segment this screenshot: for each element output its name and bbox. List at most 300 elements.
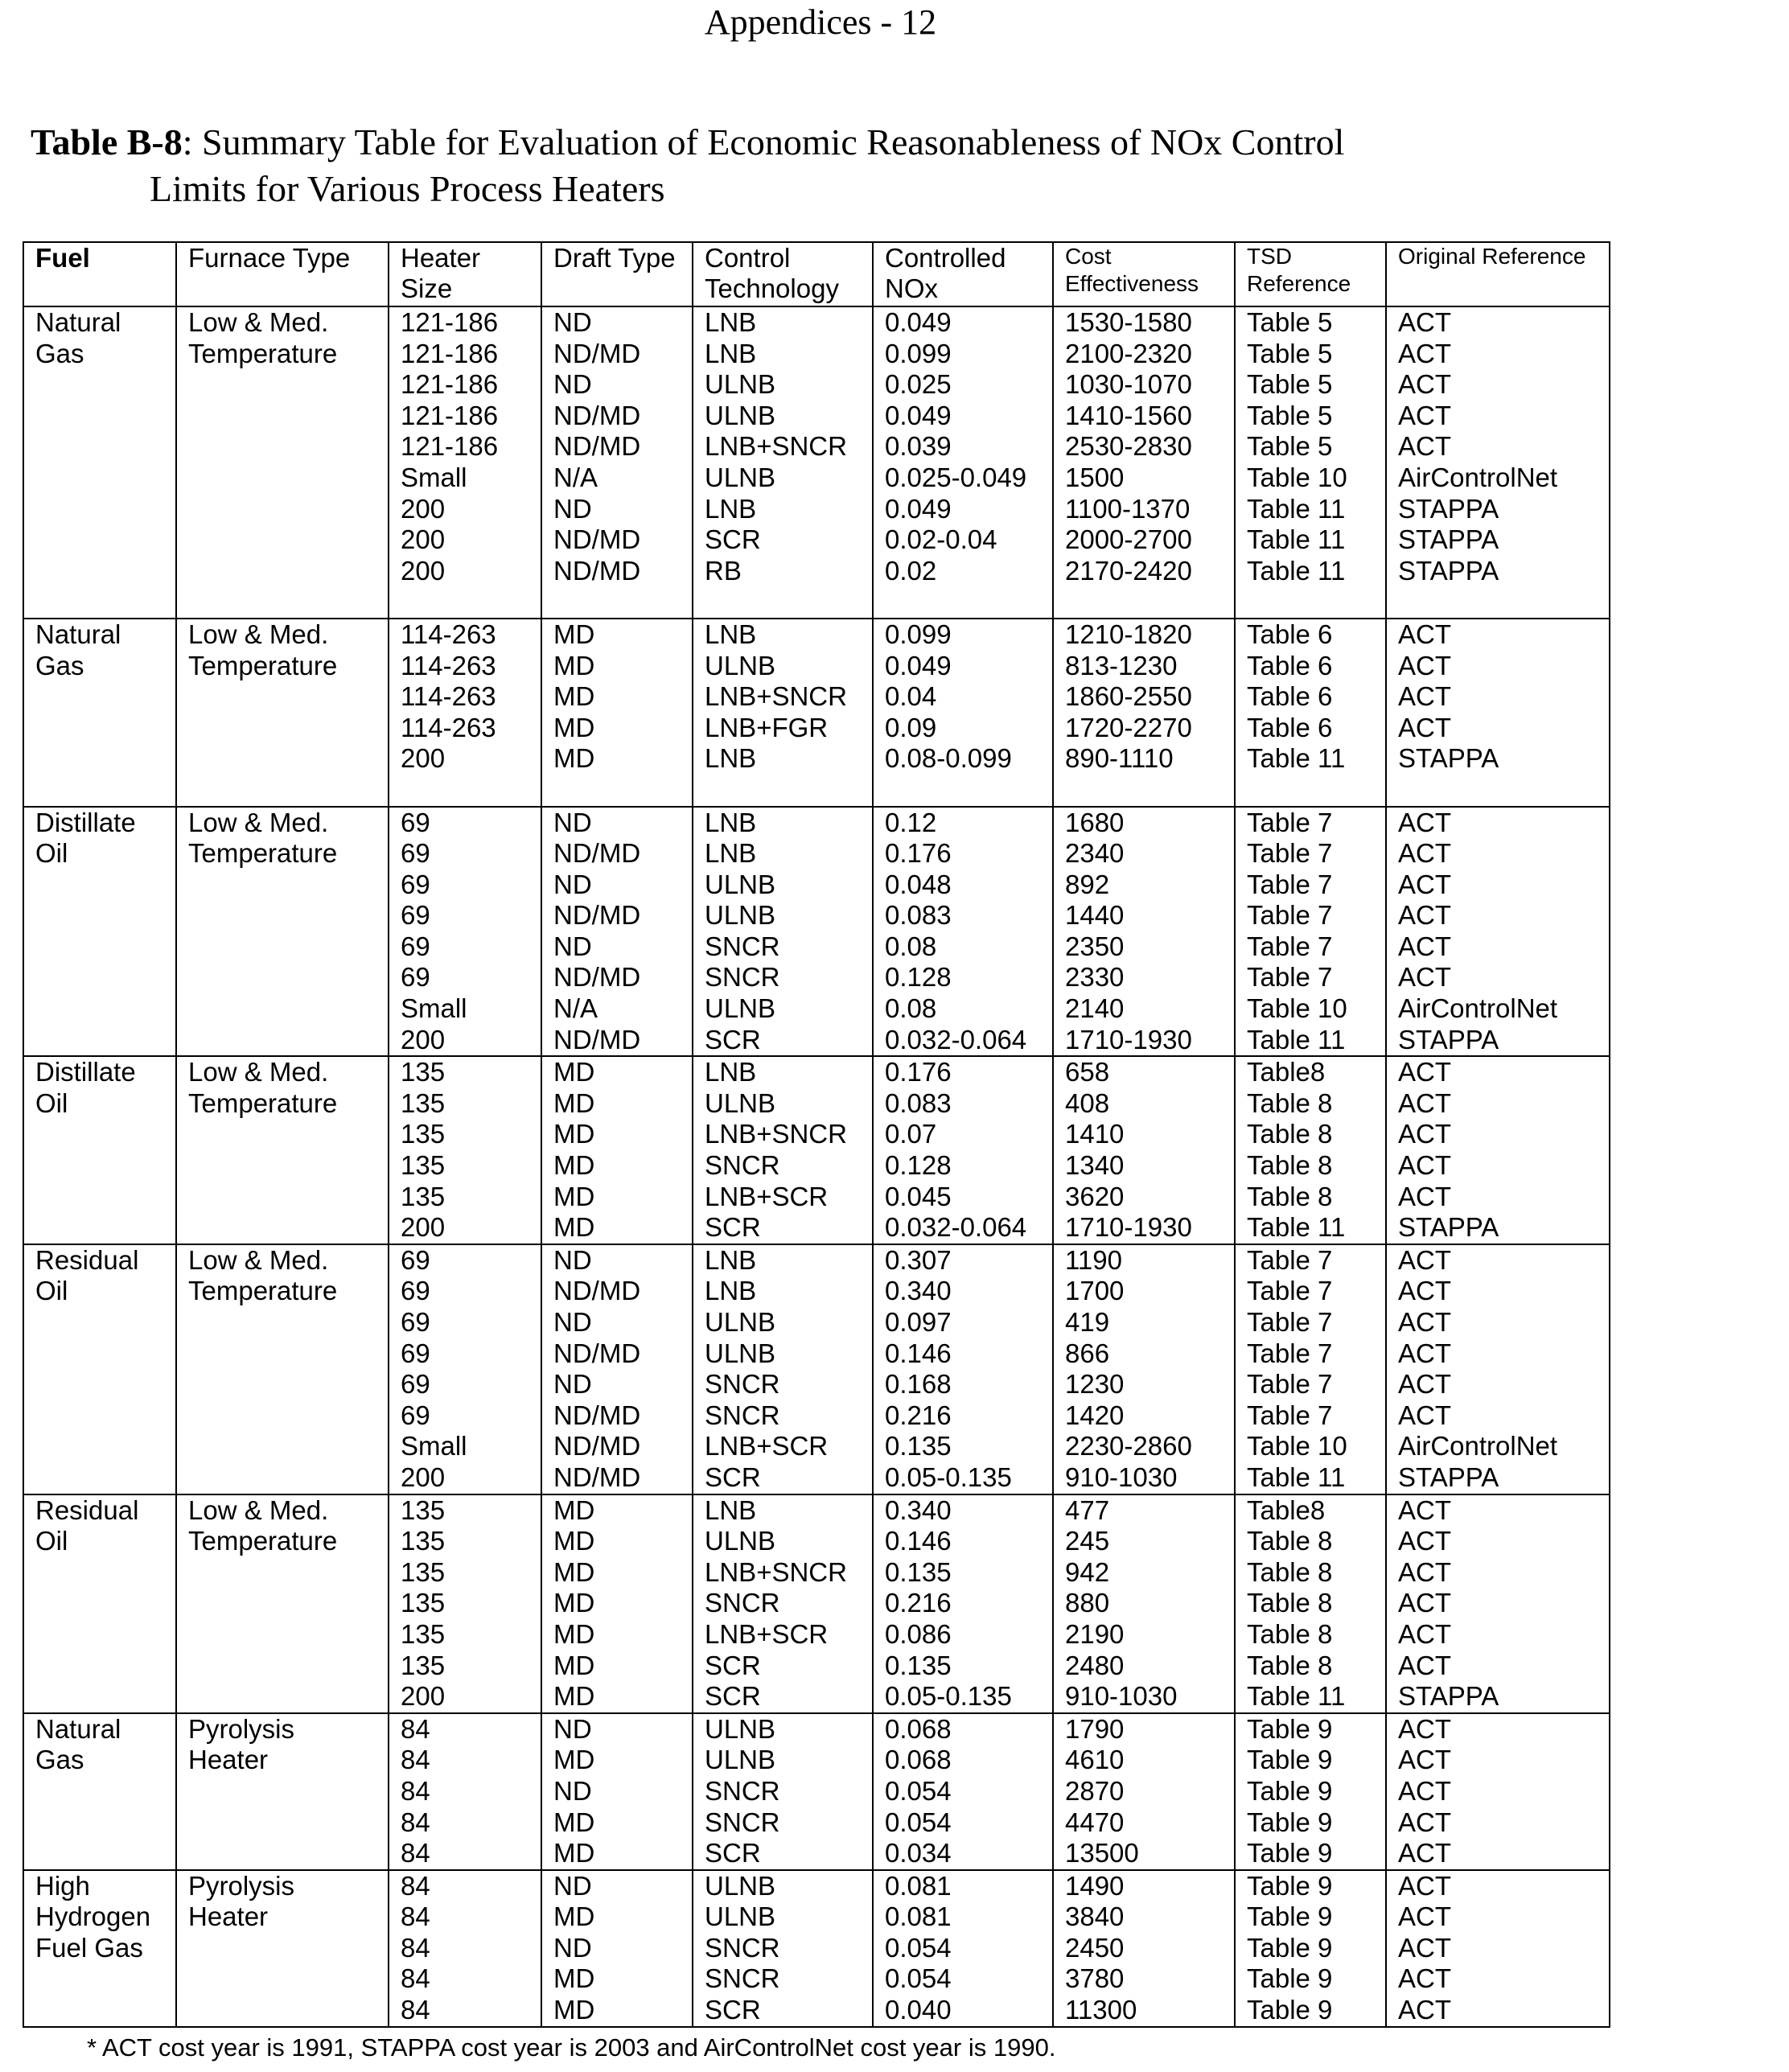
cell-original-reference: ACT bbox=[1386, 369, 1610, 401]
cell-tsd-reference: Table 9 bbox=[1235, 1745, 1386, 1776]
cell-control-technology: ULNB bbox=[693, 1307, 873, 1338]
cell-cost-effectiveness: 408 bbox=[1053, 1088, 1235, 1120]
cell-original-reference: ACT bbox=[1386, 1651, 1610, 1682]
cell-controlled-nox: 0.083 bbox=[873, 900, 1053, 931]
cell-control-technology: ULNB bbox=[693, 462, 873, 494]
cell-control-technology: SCR bbox=[693, 1995, 873, 2027]
cell-draft-type: ND bbox=[541, 1776, 693, 1807]
table-group bbox=[23, 1244, 1610, 1494]
cell-draft-type: MD bbox=[541, 1963, 693, 1995]
cell-draft-type: ND/MD bbox=[541, 431, 693, 462]
cell-heater-size: 84 bbox=[389, 1933, 541, 1964]
cell-controlled-nox: 0.12 bbox=[873, 807, 1053, 839]
cell-control-technology: LNB bbox=[693, 807, 873, 839]
table-label: Table B-8 bbox=[31, 121, 183, 162]
cell-control-technology: SNCR bbox=[693, 1776, 873, 1807]
cell-fuel: Distillate Oil bbox=[23, 1056, 176, 1244]
cell-cost-effectiveness: 1420 bbox=[1053, 1400, 1235, 1432]
cell-controlled-nox: 0.081 bbox=[873, 1870, 1053, 1902]
cell-draft-type: MD bbox=[541, 1681, 693, 1713]
col-header-heater-size: Heater Size bbox=[389, 242, 541, 306]
cell-draft-type: MD bbox=[541, 1745, 693, 1776]
cell-draft-type: ND bbox=[541, 1244, 693, 1276]
cell-cost-effectiveness: 2190 bbox=[1053, 1619, 1235, 1651]
cell-original-reference: STAPPA bbox=[1386, 524, 1610, 556]
cell-original-reference: ACT bbox=[1386, 1369, 1610, 1400]
cell-tsd-reference: Table 7 bbox=[1235, 807, 1386, 839]
cell-original-reference: ACT bbox=[1386, 681, 1610, 713]
cell-controlled-nox: 0.02 bbox=[873, 556, 1053, 587]
cell-controlled-nox: 0.02-0.04 bbox=[873, 524, 1053, 556]
cell-tsd-reference: Table 7 bbox=[1235, 1244, 1386, 1276]
cell-cost-effectiveness: 1790 bbox=[1053, 1713, 1235, 1745]
cell-heater-size: 84 bbox=[389, 1870, 541, 1902]
cell-heater-size: 114-263 bbox=[389, 619, 541, 651]
cell-control-technology: SCR bbox=[693, 1462, 873, 1494]
cell-control-technology: SNCR bbox=[693, 1588, 873, 1619]
cell-draft-type bbox=[541, 586, 693, 619]
cell-original-reference: ACT bbox=[1386, 651, 1610, 682]
cell-controlled-nox: 0.068 bbox=[873, 1713, 1053, 1745]
cell-fuel: Natural Gas bbox=[23, 306, 176, 619]
cell-original-reference: ACT bbox=[1386, 1119, 1610, 1150]
cell-original-reference: ACT bbox=[1386, 807, 1610, 839]
cell-draft-type: ND/MD bbox=[541, 1276, 693, 1307]
cell-furnace-type: Pyrolysis Heater bbox=[176, 1870, 389, 2027]
cell-control-technology: LNB bbox=[693, 306, 873, 339]
cell-controlled-nox: 0.146 bbox=[873, 1526, 1053, 1557]
cell-draft-type: MD bbox=[541, 1838, 693, 1870]
cell-original-reference: ACT bbox=[1386, 1244, 1610, 1276]
cell-tsd-reference: Table 8 bbox=[1235, 1150, 1386, 1182]
cell-controlled-nox: 0.068 bbox=[873, 1745, 1053, 1776]
cell-heater-size: 84 bbox=[389, 1745, 541, 1776]
cell-tsd-reference: Table8 bbox=[1235, 1056, 1386, 1088]
col-header-tsd-reference: TSD Reference bbox=[1235, 242, 1386, 306]
cell-control-technology: LNB+SNCR bbox=[693, 431, 873, 462]
cell-tsd-reference: Table 8 bbox=[1235, 1619, 1386, 1651]
cell-cost-effectiveness: 11300 bbox=[1053, 1995, 1235, 2027]
cell-original-reference: ACT bbox=[1386, 1776, 1610, 1807]
cell-heater-size: 84 bbox=[389, 1713, 541, 1745]
cell-cost-effectiveness: 245 bbox=[1053, 1526, 1235, 1557]
cell-controlled-nox: 0.054 bbox=[873, 1933, 1053, 1964]
cell-control-technology: ULNB bbox=[693, 1870, 873, 1902]
cell-control-technology bbox=[693, 775, 873, 807]
cell-controlled-nox: 0.032-0.064 bbox=[873, 1212, 1053, 1244]
cell-cost-effectiveness: 1500 bbox=[1053, 462, 1235, 494]
cell-furnace-type: Low & Med. Temperature bbox=[176, 1244, 389, 1494]
cell-tsd-reference: Table 8 bbox=[1235, 1588, 1386, 1619]
cell-draft-type: ND/MD bbox=[541, 401, 693, 432]
cell-tsd-reference: Table 11 bbox=[1235, 743, 1386, 775]
cell-controlled-nox: 0.054 bbox=[873, 1776, 1053, 1807]
cell-draft-type: MD bbox=[541, 1494, 693, 1527]
cell-tsd-reference bbox=[1235, 586, 1386, 619]
cell-cost-effectiveness: 1490 bbox=[1053, 1870, 1235, 1902]
table-group bbox=[23, 1056, 1610, 1244]
cell-control-technology: LNB bbox=[693, 1056, 873, 1088]
cell-control-technology: LNB+SCR bbox=[693, 1431, 873, 1462]
cell-furnace-type: Pyrolysis Heater bbox=[176, 1713, 389, 1870]
table-row bbox=[23, 619, 1610, 651]
cell-original-reference: ACT bbox=[1386, 900, 1610, 931]
cell-controlled-nox: 0.049 bbox=[873, 306, 1053, 339]
cell-original-reference: ACT bbox=[1386, 1088, 1610, 1120]
cell-control-technology: SCR bbox=[693, 1681, 873, 1713]
cell-control-technology: ULNB bbox=[693, 651, 873, 682]
table-row bbox=[23, 1870, 1610, 1902]
cell-controlled-nox: 0.049 bbox=[873, 651, 1053, 682]
cell-draft-type: MD bbox=[541, 1588, 693, 1619]
cell-cost-effectiveness: 13500 bbox=[1053, 1838, 1235, 1870]
cell-cost-effectiveness: 1190 bbox=[1053, 1244, 1235, 1276]
cell-heater-size: 84 bbox=[389, 1901, 541, 1933]
cell-controlled-nox: 0.039 bbox=[873, 431, 1053, 462]
cell-control-technology: LNB bbox=[693, 1494, 873, 1527]
cell-original-reference: ACT bbox=[1386, 431, 1610, 462]
cell-control-technology: LNB bbox=[693, 494, 873, 525]
cell-furnace-type: Low & Med. Temperature bbox=[176, 1494, 389, 1713]
cell-draft-type: MD bbox=[541, 1119, 693, 1150]
cell-original-reference: AirControlNet bbox=[1386, 993, 1610, 1025]
cell-cost-effectiveness: 1710-1930 bbox=[1053, 1025, 1235, 1057]
cell-controlled-nox: 0.05-0.135 bbox=[873, 1681, 1053, 1713]
cell-control-technology: LNB+SCR bbox=[693, 1619, 873, 1651]
cell-cost-effectiveness: 1530-1580 bbox=[1053, 306, 1235, 339]
cell-original-reference: ACT bbox=[1386, 870, 1610, 901]
cell-cost-effectiveness bbox=[1053, 586, 1235, 619]
cell-control-technology: SNCR bbox=[693, 931, 873, 963]
cell-original-reference: STAPPA bbox=[1386, 1681, 1610, 1713]
cell-cost-effectiveness: 2000-2700 bbox=[1053, 524, 1235, 556]
page-header: Appendices - 12 bbox=[704, 2, 937, 42]
cell-controlled-nox: 0.054 bbox=[873, 1963, 1053, 1995]
cell-original-reference: STAPPA bbox=[1386, 494, 1610, 525]
cell-cost-effectiveness: 1720-2270 bbox=[1053, 713, 1235, 744]
cell-controlled-nox: 0.135 bbox=[873, 1557, 1053, 1589]
cell-heater-size: 121-186 bbox=[389, 306, 541, 339]
cell-heater-size: 69 bbox=[389, 1276, 541, 1307]
cell-heater-size: 121-186 bbox=[389, 369, 541, 401]
cell-original-reference: ACT bbox=[1386, 306, 1610, 339]
cell-original-reference: ACT bbox=[1386, 1276, 1610, 1307]
cell-controlled-nox: 0.135 bbox=[873, 1431, 1053, 1462]
cell-cost-effectiveness: 1440 bbox=[1053, 900, 1235, 931]
cell-draft-type: ND/MD bbox=[541, 1025, 693, 1057]
cell-draft-type: ND bbox=[541, 870, 693, 901]
cell-original-reference: ACT bbox=[1386, 1182, 1610, 1213]
cell-control-technology: LNB+FGR bbox=[693, 713, 873, 744]
cell-control-technology: ULNB bbox=[693, 1713, 873, 1745]
cell-control-technology: SCR bbox=[693, 524, 873, 556]
cell-draft-type: ND bbox=[541, 1713, 693, 1745]
cell-tsd-reference: Table 8 bbox=[1235, 1182, 1386, 1213]
cell-control-technology: SNCR bbox=[693, 1400, 873, 1432]
cell-control-technology: SNCR bbox=[693, 1933, 873, 1964]
cell-controlled-nox: 0.168 bbox=[873, 1369, 1053, 1400]
cell-tsd-reference: Table 11 bbox=[1235, 524, 1386, 556]
cell-controlled-nox: 0.307 bbox=[873, 1244, 1053, 1276]
table-title-line1: : Summary Table for Evaluation of Economic Reasonableness of NOx Control bbox=[182, 121, 1345, 162]
cell-heater-size: 69 bbox=[389, 1307, 541, 1338]
cell-controlled-nox: 0.135 bbox=[873, 1651, 1053, 1682]
cell-heater-size: 69 bbox=[389, 900, 541, 931]
cell-heater-size: 200 bbox=[389, 1462, 541, 1494]
cell-tsd-reference: Table8 bbox=[1235, 1494, 1386, 1527]
cell-original-reference: ACT bbox=[1386, 1526, 1610, 1557]
cell-draft-type: ND bbox=[541, 1369, 693, 1400]
cell-heater-size: 200 bbox=[389, 556, 541, 587]
cell-cost-effectiveness: 1210-1820 bbox=[1053, 619, 1235, 651]
cell-heater-size: 135 bbox=[389, 1056, 541, 1088]
cell-controlled-nox: 0.216 bbox=[873, 1588, 1053, 1619]
cell-controlled-nox: 0.099 bbox=[873, 619, 1053, 651]
col-header-fuel: Fuel bbox=[23, 242, 176, 306]
cell-control-technology: LNB+SNCR bbox=[693, 681, 873, 713]
cell-controlled-nox: 0.025 bbox=[873, 369, 1053, 401]
cell-draft-type: MD bbox=[541, 1807, 693, 1839]
cell-control-technology: SNCR bbox=[693, 1150, 873, 1182]
cell-heater-size bbox=[389, 586, 541, 619]
cell-controlled-nox: 0.034 bbox=[873, 1838, 1053, 1870]
cell-heater-size: 135 bbox=[389, 1651, 541, 1682]
cell-cost-effectiveness: 910-1030 bbox=[1053, 1462, 1235, 1494]
cell-fuel: Residual Oil bbox=[23, 1244, 176, 1494]
cell-tsd-reference: Table 7 bbox=[1235, 838, 1386, 870]
cell-tsd-reference: Table 8 bbox=[1235, 1088, 1386, 1120]
cell-draft-type: ND/MD bbox=[541, 339, 693, 370]
cell-draft-type: MD bbox=[541, 651, 693, 682]
cell-controlled-nox: 0.176 bbox=[873, 838, 1053, 870]
cell-draft-type: ND/MD bbox=[541, 556, 693, 587]
cell-control-technology: SNCR bbox=[693, 962, 873, 993]
cell-cost-effectiveness: 880 bbox=[1053, 1588, 1235, 1619]
cell-cost-effectiveness: 2330 bbox=[1053, 962, 1235, 993]
cell-draft-type: MD bbox=[541, 1150, 693, 1182]
cell-controlled-nox: 0.048 bbox=[873, 870, 1053, 901]
cell-original-reference: ACT bbox=[1386, 1901, 1610, 1933]
cell-original-reference: ACT bbox=[1386, 838, 1610, 870]
cell-control-technology: LNB bbox=[693, 838, 873, 870]
cell-tsd-reference: Table 10 bbox=[1235, 1431, 1386, 1462]
nox-summary-table bbox=[23, 241, 1610, 2028]
cell-original-reference: ACT bbox=[1386, 619, 1610, 651]
cell-original-reference: ACT bbox=[1386, 1713, 1610, 1745]
cell-cost-effectiveness: 3780 bbox=[1053, 1963, 1235, 1995]
cell-control-technology: ULNB bbox=[693, 1526, 873, 1557]
cell-tsd-reference: Table 7 bbox=[1235, 1338, 1386, 1370]
cell-furnace-type: Low & Med. Temperature bbox=[176, 1056, 389, 1244]
cell-cost-effectiveness: 1030-1070 bbox=[1053, 369, 1235, 401]
cell-control-technology: RB bbox=[693, 556, 873, 587]
cell-controlled-nox bbox=[873, 586, 1053, 619]
cell-control-technology: SNCR bbox=[693, 1963, 873, 1995]
cell-draft-type: MD bbox=[541, 1056, 693, 1088]
cell-heater-size: 200 bbox=[389, 1681, 541, 1713]
cell-cost-effectiveness: 477 bbox=[1053, 1494, 1235, 1527]
cell-control-technology: LNB+SNCR bbox=[693, 1557, 873, 1589]
cell-controlled-nox: 0.146 bbox=[873, 1338, 1053, 1370]
table-group bbox=[23, 1494, 1610, 1713]
cell-tsd-reference: Table 9 bbox=[1235, 1995, 1386, 2027]
table-row bbox=[23, 1056, 1610, 1088]
cell-control-technology: LNB bbox=[693, 1244, 873, 1276]
cell-controlled-nox: 0.08 bbox=[873, 931, 1053, 963]
cell-cost-effectiveness: 1410-1560 bbox=[1053, 401, 1235, 432]
cell-tsd-reference: Table 6 bbox=[1235, 651, 1386, 682]
cell-tsd-reference: Table 9 bbox=[1235, 1838, 1386, 1870]
cell-cost-effectiveness: 3620 bbox=[1053, 1182, 1235, 1213]
cell-controlled-nox bbox=[873, 775, 1053, 807]
cell-controlled-nox: 0.07 bbox=[873, 1119, 1053, 1150]
cell-tsd-reference: Table 5 bbox=[1235, 369, 1386, 401]
cell-tsd-reference: Table 6 bbox=[1235, 619, 1386, 651]
cell-cost-effectiveness: 1100-1370 bbox=[1053, 494, 1235, 525]
table-row bbox=[23, 1494, 1610, 1527]
cell-heater-size: 121-186 bbox=[389, 401, 541, 432]
cell-draft-type: ND/MD bbox=[541, 838, 693, 870]
cell-draft-type: MD bbox=[541, 1182, 693, 1213]
cell-cost-effectiveness: 892 bbox=[1053, 870, 1235, 901]
cell-heater-size: 135 bbox=[389, 1088, 541, 1120]
cell-heater-size: 69 bbox=[389, 870, 541, 901]
table-header bbox=[23, 242, 1610, 306]
cell-heater-size: 69 bbox=[389, 1400, 541, 1432]
cell-controlled-nox: 0.08 bbox=[873, 993, 1053, 1025]
cell-original-reference: AirControlNet bbox=[1386, 462, 1610, 494]
cell-draft-type: MD bbox=[541, 1901, 693, 1933]
cell-control-technology: SCR bbox=[693, 1212, 873, 1244]
cell-original-reference: ACT bbox=[1386, 1494, 1610, 1527]
cell-heater-size: 135 bbox=[389, 1150, 541, 1182]
cell-heater-size: 200 bbox=[389, 524, 541, 556]
cell-tsd-reference: Table 5 bbox=[1235, 306, 1386, 339]
table-group bbox=[23, 1870, 1610, 2027]
cell-controlled-nox: 0.176 bbox=[873, 1056, 1053, 1088]
cell-tsd-reference: Table 8 bbox=[1235, 1557, 1386, 1589]
cell-fuel: High Hydrogen Fuel Gas bbox=[23, 1870, 176, 2027]
cell-tsd-reference: Table 5 bbox=[1235, 431, 1386, 462]
cell-draft-type: MD bbox=[541, 1995, 693, 2027]
cell-tsd-reference: Table 11 bbox=[1235, 1025, 1386, 1057]
cell-draft-type: ND/MD bbox=[541, 900, 693, 931]
cell-tsd-reference: Table 8 bbox=[1235, 1119, 1386, 1150]
cell-control-technology: LNB bbox=[693, 1276, 873, 1307]
cell-tsd-reference: Table 8 bbox=[1235, 1651, 1386, 1682]
table-group bbox=[23, 306, 1610, 619]
cell-controlled-nox: 0.097 bbox=[873, 1307, 1053, 1338]
cell-control-technology: LNB+SCR bbox=[693, 1182, 873, 1213]
cell-original-reference: ACT bbox=[1386, 1056, 1610, 1088]
cell-draft-type: ND/MD bbox=[541, 1462, 693, 1494]
cell-original-reference: STAPPA bbox=[1386, 743, 1610, 775]
cell-heater-size: 69 bbox=[389, 1338, 541, 1370]
col-header-draft-type: Draft Type bbox=[541, 242, 693, 306]
cell-cost-effectiveness: 942 bbox=[1053, 1557, 1235, 1589]
cell-controlled-nox: 0.099 bbox=[873, 339, 1053, 370]
cell-original-reference: ACT bbox=[1386, 1870, 1610, 1902]
cell-control-technology: ULNB bbox=[693, 1088, 873, 1120]
cell-draft-type: ND bbox=[541, 306, 693, 339]
cell-draft-type: MD bbox=[541, 743, 693, 775]
cell-cost-effectiveness: 2140 bbox=[1053, 993, 1235, 1025]
cell-tsd-reference: Table 5 bbox=[1235, 339, 1386, 370]
cell-draft-type: MD bbox=[541, 1526, 693, 1557]
cell-controlled-nox: 0.340 bbox=[873, 1494, 1053, 1527]
table-row bbox=[23, 1244, 1610, 1276]
cell-heater-size: 84 bbox=[389, 1807, 541, 1839]
cell-tsd-reference: Table 11 bbox=[1235, 556, 1386, 587]
cell-tsd-reference: Table 7 bbox=[1235, 900, 1386, 931]
cell-tsd-reference: Table 6 bbox=[1235, 681, 1386, 713]
cell-control-technology: ULNB bbox=[693, 401, 873, 432]
cell-draft-type: MD bbox=[541, 1088, 693, 1120]
col-header-original-reference: Original Reference bbox=[1386, 242, 1610, 306]
cell-heater-size: Small bbox=[389, 993, 541, 1025]
cell-controlled-nox: 0.083 bbox=[873, 1088, 1053, 1120]
cell-tsd-reference: Table 9 bbox=[1235, 1713, 1386, 1745]
cell-original-reference: ACT bbox=[1386, 1150, 1610, 1182]
cell-heater-size: 84 bbox=[389, 1776, 541, 1807]
cell-draft-type bbox=[541, 775, 693, 807]
cell-furnace-type: Low & Med. Temperature bbox=[176, 807, 389, 1057]
cell-original-reference: STAPPA bbox=[1386, 1212, 1610, 1244]
cell-cost-effectiveness: 910-1030 bbox=[1053, 1681, 1235, 1713]
cell-controlled-nox: 0.045 bbox=[873, 1182, 1053, 1213]
table-group bbox=[23, 807, 1610, 1057]
cell-draft-type: MD bbox=[541, 619, 693, 651]
cell-draft-type: N/A bbox=[541, 993, 693, 1025]
cell-cost-effectiveness: 2230-2860 bbox=[1053, 1431, 1235, 1462]
cell-tsd-reference: Table 9 bbox=[1235, 1776, 1386, 1807]
cell-heater-size: 135 bbox=[389, 1119, 541, 1150]
cell-draft-type: ND/MD bbox=[541, 1400, 693, 1432]
cell-heater-size: 135 bbox=[389, 1588, 541, 1619]
cell-heater-size: 135 bbox=[389, 1494, 541, 1527]
cell-tsd-reference: Table 7 bbox=[1235, 1400, 1386, 1432]
cell-tsd-reference: Table 5 bbox=[1235, 401, 1386, 432]
cell-control-technology: LNB+SNCR bbox=[693, 1119, 873, 1150]
cell-cost-effectiveness: 1860-2550 bbox=[1053, 681, 1235, 713]
cell-tsd-reference: Table 7 bbox=[1235, 931, 1386, 963]
cell-heater-size: 84 bbox=[389, 1995, 541, 2027]
cell-original-reference: ACT bbox=[1386, 339, 1610, 370]
cell-draft-type: ND/MD bbox=[541, 1431, 693, 1462]
cell-tsd-reference: Table 7 bbox=[1235, 1307, 1386, 1338]
cell-heater-size: Small bbox=[389, 462, 541, 494]
cell-draft-type: ND bbox=[541, 931, 693, 963]
cell-draft-type: ND/MD bbox=[541, 524, 693, 556]
cell-heater-size: 84 bbox=[389, 1838, 541, 1870]
cell-control-technology bbox=[693, 586, 873, 619]
col-header-furnace-type: Furnace Type bbox=[176, 242, 389, 306]
cell-original-reference: STAPPA bbox=[1386, 1025, 1610, 1057]
cell-heater-size: 135 bbox=[389, 1557, 541, 1589]
cell-tsd-reference: Table 11 bbox=[1235, 494, 1386, 525]
cell-cost-effectiveness: 866 bbox=[1053, 1338, 1235, 1370]
cell-draft-type: MD bbox=[541, 681, 693, 713]
cell-heater-size: 69 bbox=[389, 962, 541, 993]
cell-fuel: Residual Oil bbox=[23, 1494, 176, 1713]
cell-controlled-nox: 0.049 bbox=[873, 494, 1053, 525]
cell-heater-size: 114-263 bbox=[389, 681, 541, 713]
cell-original-reference: ACT bbox=[1386, 1557, 1610, 1589]
cell-control-technology: SCR bbox=[693, 1025, 873, 1057]
cell-original-reference: STAPPA bbox=[1386, 1462, 1610, 1494]
table-row bbox=[23, 306, 1610, 339]
cell-original-reference: ACT bbox=[1386, 401, 1610, 432]
